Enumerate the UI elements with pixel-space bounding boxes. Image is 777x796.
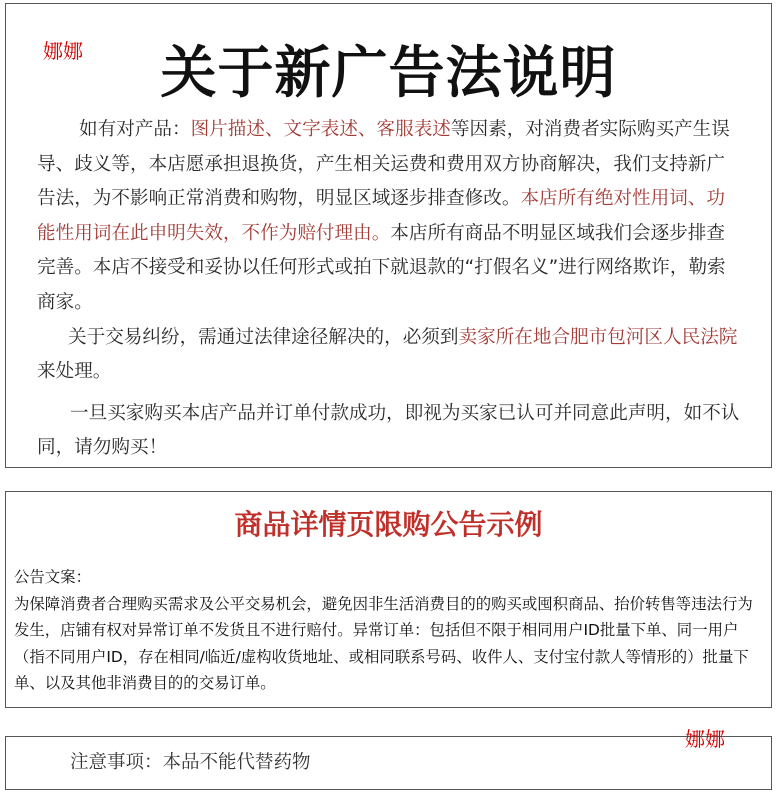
watermark-text: 娜娜 [685, 727, 725, 751]
text-segment: 本店所有商品不明显区域我们会逐步排查完善。本店不接受和妥协以任何形式或拍下就退款的“打假名义”进行网络欺诈，勒索商家。 [37, 222, 726, 313]
disclaimer-paragraph-3: 一旦买家购买本店产品并订单付款成功，即视为买家已认可并同意此声明，如不认同，请勿购买！ [37, 402, 740, 459]
highlight-segment: 卖家所在地合肥市包河区人民法院 [458, 326, 738, 348]
page-title: 关于新广告法说明 [160, 41, 617, 106]
notice-text: 为保障消费者合理购买需求及公平交易机会，避免因非生活消费目的的购买或囤积商品、抬价转售等违法行为发生，店铺有权对异常订单不发货且不进行赔付。异常订单：包括但不限于相同用户ID批量下单、同一用户（指不同用户ID，存在相同/临近/虚构收货地址、或相同联系号码、收件人、支付宝付款人等情形的）批量下单、以及其他非消费目的的交易订单。 [14, 594, 753, 692]
disclaimer-paragraph-2 [37, 321, 742, 390]
disclaimer-paragraph-1 [37, 113, 742, 321]
notice-label: 公告文案： [14, 568, 91, 586]
highlight-segment: 图片描述、文字表述、客服表述 [190, 119, 451, 140]
highlight-segment: 本店所有绝对性用词、功能性用词在此申明失效，不作为赔付理由。 [37, 188, 725, 244]
disclaimer-body [37, 113, 742, 466]
text-segment: 如有对产品： [79, 119, 191, 140]
caution-note: 注意事项：本品不能代替药物 [70, 752, 311, 773]
notice-body [14, 564, 762, 697]
watermark-text: 娜娜 [43, 39, 83, 63]
text-segment: 关于交易纠纷，需通过法律途径解决的，必须到 [68, 326, 459, 348]
text-segment: 等因素，对消费者实际购买产生误导、歧义等，本店愿承担退换货，产生相关运费和费用双方协商解决，我们支持新广告法，为不影响正常消费和购物，明显区域逐步排查修改。 [37, 119, 730, 210]
notice-title: 商品详情页限购公告示例 [234, 508, 543, 541]
text-segment: 来处理。 [37, 361, 112, 383]
